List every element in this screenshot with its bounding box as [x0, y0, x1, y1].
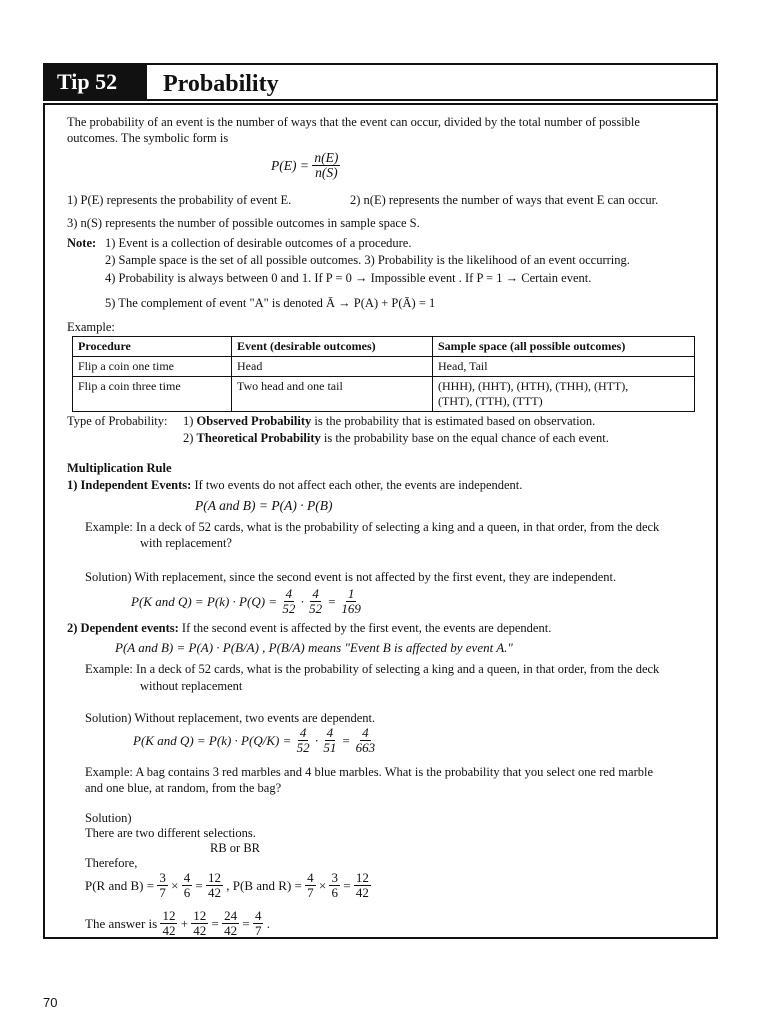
note-4: 4) Probability is always between 0 and 1. If P = 0 → Impossible event . If P = 1 → Certain event.: [105, 271, 592, 285]
table-header-row: [73, 337, 695, 357]
marble-probabilities: P(R and B) = $\frac{3}{7}$ × $\frac{4}{6}$ = $\frac{12}{42}$ , P(B and R) = $\frac{4}{7}$ × $\frac{3}{6}$ = $\frac{12}{42}$: [85, 870, 369, 900]
content-box: [43, 103, 718, 939]
table-cell: Head: [232, 357, 433, 377]
observed-probability: 1) Observed Probability is the probability that is estimated based on observation.: [183, 414, 596, 428]
solution-2-formula: P(K and Q) = P(k) · P(Q/K) = $\frac{4}{52}$ · $\frac{4}{51}$ = $\frac{4}{663}$: [133, 725, 376, 755]
example-1-line-2: with replacement?: [140, 536, 232, 550]
probability-formula: P(E) = $\frac{n(E)}{n(S)}$: [271, 150, 339, 180]
example-3-line-1: Example: A bag contains 3 red marbles and 4 blue marbles. What is the probability that you select one red marble: [85, 765, 654, 779]
table-header: Sample space (all possible outcomes): [433, 337, 695, 357]
intro-line-1: The probability of an event is the number of ways that the event can occur, divided by the total number of possible: [67, 115, 640, 129]
therefore-label: Therefore,: [85, 856, 138, 870]
intro-line-2: outcomes. The symbolic form is: [67, 131, 229, 145]
selection-options: RB or BR: [210, 841, 261, 855]
example-1-line-1: Example: In a deck of 52 cards, what is the probability of selecting a king and a queen, in that order, from the deck: [85, 520, 660, 534]
independent-events: 1) Independent Events: If two events do not affect each other, the events are independent.: [67, 478, 523, 492]
page-title: Probability: [163, 71, 279, 97]
tip-header: [43, 63, 718, 101]
solution-3-label: Solution): [85, 811, 132, 825]
table-cell: (HHH), (HHT), (HTH), (THH), (HTT), (THT), (TTH), (TTT): [433, 377, 695, 412]
dependent-formula: P(A and B) = P(A) · P(B/A) , P(B/A) means "Event B is affected by event A.": [115, 640, 513, 655]
solution-2-text: Solution) Without replacement, two events are dependent.: [85, 711, 376, 725]
note-1: 1) Event is a collection of desirable outcomes of a procedure.: [105, 236, 412, 250]
definition-2: 2) n(E) represents the number of ways that event E can occur.: [350, 193, 659, 207]
note-5: 5) The complement of event "A" is denoted Ā → P(A) + P(Ā) = 1: [105, 296, 436, 310]
table-cell: Two head and one tail: [232, 377, 433, 412]
table-row: [73, 357, 695, 377]
table-row: [73, 377, 695, 412]
example-2-line-1: Example: In a deck of 52 cards, what is the probability of selecting a king and a queen, in that order, from the deck: [85, 662, 660, 676]
table-header: Procedure: [73, 337, 232, 357]
solution-1-text: Solution) With replacement, since the second event is not affected by the first event, they are independent.: [85, 570, 617, 584]
tip-label: Tip 52: [45, 65, 147, 99]
table-cell: Flip a coin one time: [73, 357, 232, 377]
example-2-line-2: without replacement: [140, 679, 243, 693]
solution-1-formula: P(K and Q) = P(k) · P(Q) = $\frac{4}{52}$ · $\frac{4}{52}$ = $\frac{1}{169}$: [131, 586, 361, 616]
definition-1: 1) P(E) represents the probability of event E.: [67, 193, 292, 207]
table-header: Event (desirable outcomes): [232, 337, 433, 357]
sample-space-table: [72, 336, 695, 412]
table-cell: Head, Tail: [433, 357, 695, 377]
final-answer: The answer is $\frac{12}{42}$ + $\frac{12}{42}$ = $\frac{24}{42}$ = $\frac{4}{7}$ .: [85, 908, 270, 938]
table-cell: Flip a coin three time: [73, 377, 232, 412]
example-3-line-2: and one blue, at random, from the bag?: [85, 781, 282, 795]
definition-3: 3) n(S) represents the number of possible outcomes in sample space S.: [67, 216, 420, 230]
example-label: Example:: [67, 320, 115, 334]
independent-formula: P(A and B) = P(A) · P(B): [195, 498, 333, 513]
note-label: Note:: [67, 236, 97, 250]
dependent-events: 2) Dependent events: If the second event is affected by the first event, the events are dependent.: [67, 621, 552, 635]
probability-types-label: Type of Probability:: [67, 414, 168, 428]
note-2: 2) Sample space is the set of all possible outcomes. 3) Probability is the likelihood of an event occurring.: [105, 253, 630, 267]
page-number: 70: [43, 995, 58, 1010]
multiplication-rule-heading: Multiplication Rule: [67, 461, 172, 475]
theoretical-probability: 2) Theoretical Probability is the probability base on the equal chance of each event.: [183, 431, 609, 445]
solution-3-text: There are two different selections.: [85, 826, 256, 840]
